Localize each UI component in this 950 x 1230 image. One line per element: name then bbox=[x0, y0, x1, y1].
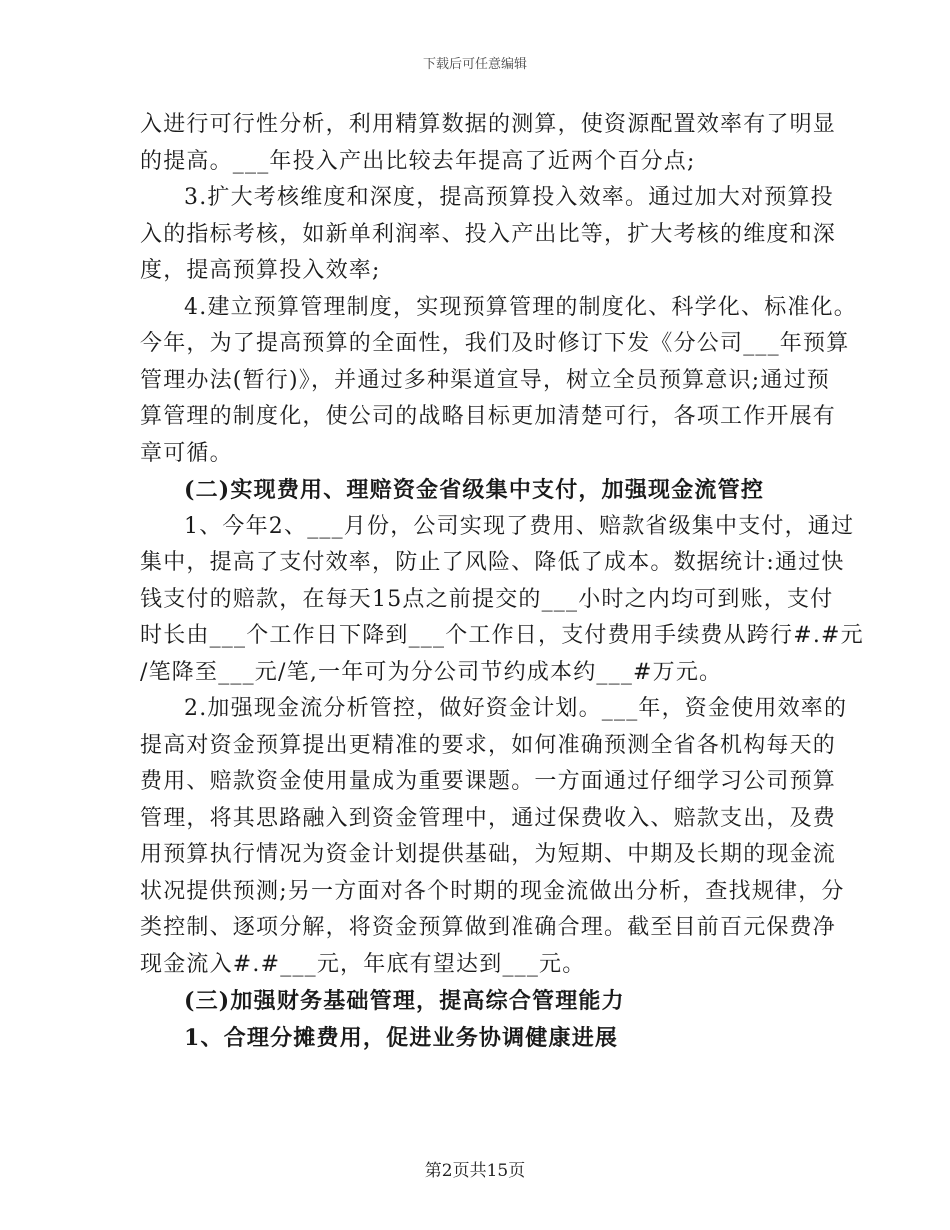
body-text-line: 集中，提高了支付效率，防止了风险、降低了成本。数据统计:通过快 bbox=[140, 550, 845, 575]
body-text-line: 入进行可行性分析，利用精算数据的测算，使资源配置效率有了明显 bbox=[140, 112, 837, 137]
body-text-line: 类控制、逐项分解，将资金预算做到准确合理。截至目前百元保费净 bbox=[140, 915, 837, 940]
body-text-line: 用预算执行情况为资金计划提供基础，为短期、中期及长期的现金流 bbox=[140, 842, 837, 867]
body-text-line: 管理，将其思路融入到资金管理中，通过保费收入、赔款支出，及费 bbox=[140, 805, 837, 831]
body-text-line: 入的指标考核，如新单利润率、投入产出比等，扩大考核的维度和深 bbox=[140, 221, 837, 247]
body-text-line: 状况提供预测;另一方面对各个时期的现金流做出分析，查找规律，分 bbox=[140, 878, 845, 904]
section-heading: 1、合理分摊费用，促进业务协调健康进展 bbox=[184, 1024, 619, 1051]
body-text-line: 4.建立预算管理制度，实现预算管理的制度化、科学化、标准化。 bbox=[184, 294, 857, 320]
body-text-line: 提高对资金预算提出更精准的要求，如何准确预测全省各机构每天的 bbox=[140, 732, 837, 758]
page-footer: 第2页共15页 bbox=[424, 1161, 526, 1181]
body-text-line: 时长由___个工作日下降到___个工作日，支付费用手续费从跨行#.#元 bbox=[140, 623, 864, 648]
body-text-line: /笔降至___元/笔,一年可为分公司节约成本约___#万元。 bbox=[140, 659, 723, 685]
body-text-line: 算管理的制度化，使公司的战略目标更加清楚可行，各项工作开展有 bbox=[140, 404, 837, 429]
body-text-line: 1、今年2、___月份，公司实现了费用、赔款省级集中支付，通过 bbox=[184, 513, 855, 539]
page-header: 下载后可任意编辑 bbox=[422, 57, 527, 72]
body-text-line: 的提高。___年投入产出比较去年提高了近两个百分点; bbox=[140, 148, 696, 174]
body-text-line: 钱支付的赔款，在每天15点之前提交的___小时之内均可到账，支付 bbox=[140, 586, 834, 612]
body-text-line: 度，提高预算投入效率; bbox=[140, 258, 381, 283]
body-text-line: 章可循。 bbox=[140, 440, 233, 466]
section-heading: (三)加强财务基础管理，提高综合管理能力 bbox=[184, 988, 625, 1014]
body-text-line: 3.扩大考核维度和深度，提高预算投入效率。通过加大对预算投 bbox=[184, 185, 834, 210]
body-text-line: 今年，为了提高预算的全面性，我们及时修订下发《分公司___年预算 bbox=[140, 331, 850, 356]
body-text-line: 现金流入#.#___元，年底有望达到___元。 bbox=[140, 951, 586, 977]
body-text-line: 2.加强现金流分析管控，做好资金计划。___年，资金使用效率的 bbox=[184, 696, 848, 721]
section-heading: (二)实现费用、理赔资金省级集中支付，加强现金流管控 bbox=[184, 477, 765, 503]
body-text-line: 费用、赔款资金使用量成为重要课题。一方面通过仔细学习公司预算 bbox=[140, 769, 837, 794]
body-text-line: 管理办法(暂行)》，并通过多种渠道宣导，树立全员预算意识;通过预 bbox=[140, 367, 830, 393]
document-body bbox=[140, 107, 864, 1056]
